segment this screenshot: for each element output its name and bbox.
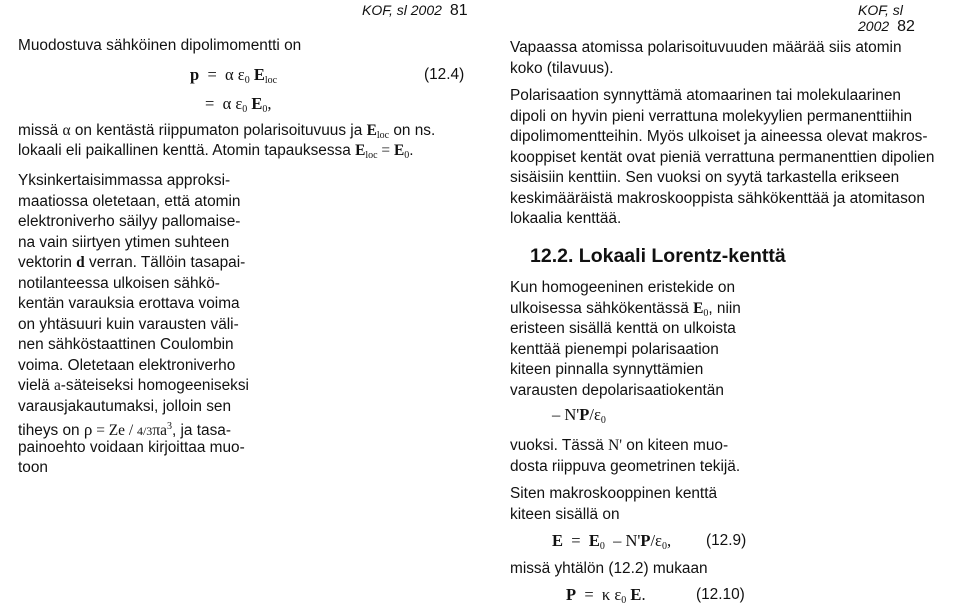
math-symbol: d xyxy=(76,254,85,271)
paragraph-line xyxy=(18,253,245,274)
paragraph-line: dipoli on hyvin pieni verrattuna molekyylien permanenttiihin xyxy=(510,107,913,125)
text-run: on ns. xyxy=(389,122,436,139)
text-run: missä xyxy=(18,122,63,139)
math-symbol: ρ xyxy=(83,420,93,439)
depolarization-field xyxy=(552,405,606,426)
eq-symbol: E xyxy=(552,531,564,550)
math-subscript: 0 xyxy=(404,150,410,161)
eq-symbol: = xyxy=(207,65,217,84)
paragraph-line: kentän varauksia erottava voima xyxy=(18,295,240,312)
text-run: . xyxy=(409,142,414,159)
paragraph-line: kiteen sisällä on xyxy=(510,505,620,523)
paragraph-line: kooppiset kentät ovat pieniä verrattuna permanenttien dipolien xyxy=(510,148,935,166)
paragraph-line xyxy=(18,444,48,479)
eq-symbol: P xyxy=(579,405,590,424)
page-number: 81 xyxy=(449,2,468,19)
paragraph-line: nen sähköstaattinen Coulombin xyxy=(18,336,234,353)
math-symbol: E xyxy=(366,122,377,139)
math-subscript: 0 xyxy=(703,307,709,319)
math-symbol: E xyxy=(693,299,704,317)
paragraph-line: koko (tilavuus). xyxy=(510,59,614,77)
eq-symbol: ε xyxy=(593,405,601,424)
eq-subscript: 0 xyxy=(599,541,605,552)
paragraph-line: varausten depolarisaatiokentän xyxy=(510,381,724,399)
eq-symbol: ε xyxy=(614,585,622,604)
eq-symbol: / xyxy=(650,531,656,550)
equation-number: (12.9) xyxy=(706,532,747,549)
eq-subscript: loc xyxy=(264,75,278,86)
eq-symbol: – xyxy=(613,531,622,550)
paragraph-line: missä yhtälön (12.2) mukaan xyxy=(510,560,708,577)
paragraph-line xyxy=(18,141,414,167)
math-subscript: loc xyxy=(365,150,378,161)
equation-12-4 xyxy=(190,65,277,86)
paragraph-line: painoehto voidaan kirjoittaa muo- xyxy=(18,438,245,456)
paragraph-line: lokaalia kenttää. xyxy=(510,210,622,227)
eq-symbol: , xyxy=(666,531,672,550)
eq-symbol: ε xyxy=(235,94,243,113)
eq-symbol: = xyxy=(571,531,581,550)
eq-symbol: α xyxy=(225,65,234,84)
equation-12-9 xyxy=(552,531,671,552)
equation-number: (12.4) xyxy=(424,66,465,83)
math-symbol: π xyxy=(152,422,161,439)
eq-subscript: 0 xyxy=(621,595,627,606)
left-page-header xyxy=(362,2,468,20)
text-run: toon xyxy=(18,459,48,476)
eq-subscript: 0 xyxy=(244,75,250,86)
eq-symbol: κ xyxy=(601,585,611,604)
math-symbol: = Ze / xyxy=(92,422,137,439)
text-run: ulkoisessa sähkökentässä xyxy=(510,299,694,317)
paragraph-line: eristeen sisällä kenttä on ulkoista xyxy=(510,320,736,337)
paragraph-line xyxy=(18,404,231,442)
paragraph-line: varausjakautumaksi, jolloin sen xyxy=(18,397,232,415)
text-run: lokaali eli paikallinen kenttä. Atomin tapauksessa xyxy=(18,142,356,159)
math-symbol: E xyxy=(355,142,366,159)
page-number: 82 xyxy=(897,18,915,35)
right-page-header xyxy=(858,2,960,36)
eq-symbol: P xyxy=(566,585,577,604)
paragraph-line: notilanteessa ulkoisen sähkö- xyxy=(18,274,220,292)
eq-symbol: p xyxy=(190,65,200,84)
paragraph-line: Siten makroskooppinen kenttä xyxy=(510,485,718,502)
eq-symbol: ε xyxy=(655,531,662,550)
math-subscript: loc xyxy=(376,130,390,141)
text-run: , ja tasa- xyxy=(171,422,231,439)
eq-symbol: N' xyxy=(625,531,641,550)
paragraph-line: Polarisaation synnyttämä atomaarinen tai molekulaarinen xyxy=(510,87,901,104)
text-run: vielä xyxy=(18,377,54,394)
text-run: verran. Tällöin tasapai- xyxy=(84,254,246,271)
paragraph-line xyxy=(18,376,249,397)
paragraph-line: keskimääräistä makroskooppista sähkökenttää ja atomitason xyxy=(510,189,925,207)
text-run: vektorin xyxy=(18,254,77,271)
eq-symbol: N' xyxy=(564,405,580,424)
math-symbol: N' xyxy=(608,437,622,454)
equation-continued xyxy=(205,94,272,115)
eq-subscript: 0 xyxy=(600,415,606,426)
eq-symbol: = xyxy=(584,585,594,604)
section-title: 12.2. Lokaali Lorentz-kenttä xyxy=(530,245,786,267)
paragraph-line: on yhtäsuuri kuin varausten väli- xyxy=(18,315,239,333)
text-run: -säteiseksi homogeeniseksi xyxy=(60,377,249,394)
eq-symbol: = xyxy=(205,94,215,113)
eq-subscript: 0 xyxy=(661,541,667,552)
text-run: tiheys on xyxy=(18,422,84,439)
paragraph-line: kenttää pienempi polarisaation xyxy=(510,340,719,358)
eq-symbol: α xyxy=(222,94,232,113)
equation-number: (12.10) xyxy=(696,586,745,603)
paragraph-line: Kun homogeeninen eristekide on xyxy=(510,279,736,296)
math-fraction: 4/3 xyxy=(136,424,153,438)
eq-symbol: ε xyxy=(237,65,245,84)
header-label: KOF, sl 2002 xyxy=(362,2,442,18)
paragraph-line: dipolimomentteihin. Myös ulkoiset ja aineessa olevat makros- xyxy=(510,128,928,145)
paragraph-line: kiteen pinnalla synnyttämien xyxy=(510,361,704,378)
header-label: KOF, sl 2002 xyxy=(858,2,903,34)
intro-text: Muodostuva sähköinen dipolimomentti on xyxy=(18,37,302,54)
eq-symbol: E xyxy=(588,531,600,550)
eq-subscript: 0 xyxy=(242,104,248,115)
math-symbol: a xyxy=(160,422,167,439)
math-symbol: E xyxy=(393,142,405,159)
paragraph-line: Yksinkertaisimmassa approksi- xyxy=(18,172,231,189)
paragraph-line: sisäisiin kenttiin. Sen vuoksi on syytä tarkastella erikseen xyxy=(510,169,900,186)
eq-symbol: , xyxy=(267,94,272,113)
paragraph-line xyxy=(510,436,728,457)
equation-12-10 xyxy=(566,585,646,606)
text-run: on kiteen muo- xyxy=(621,437,729,454)
paragraph-line: voima. Oletetaan elektroniverho xyxy=(18,356,236,374)
eq-symbol: / xyxy=(589,405,594,424)
paragraph-line: Vapaassa atomissa polarisoituvuuden määrää siis atomin xyxy=(510,39,902,56)
eq-symbol: P xyxy=(640,531,651,550)
math-superscript: 3 xyxy=(166,421,172,432)
paragraph-line: na vain siirtyen ytimen suhteen xyxy=(18,233,230,251)
paragraph-line: elektroniverho säilyy pallomaise- xyxy=(18,213,241,230)
eq-symbol: E xyxy=(251,94,263,113)
right-page xyxy=(480,0,960,606)
math-symbol: = xyxy=(377,142,394,159)
paragraph-line: dosta riippuva geometrinen tekijä. xyxy=(510,457,741,475)
eq-symbol: E xyxy=(630,585,642,604)
math-symbol: α xyxy=(62,122,71,139)
eq-symbol: . xyxy=(641,585,646,604)
text-run: on kentästä riippumaton polarisoituvuus ja xyxy=(70,122,367,139)
text-run: vuoksi. Tässä xyxy=(510,437,609,454)
math-symbol: a xyxy=(53,377,61,394)
text-run: , niin xyxy=(708,299,741,317)
eq-subscript: 0 xyxy=(262,104,268,115)
eq-symbol: – xyxy=(552,405,561,424)
eq-symbol: E xyxy=(253,65,265,84)
paragraph-line: maatiossa oletetaan, että atomin xyxy=(18,192,241,210)
